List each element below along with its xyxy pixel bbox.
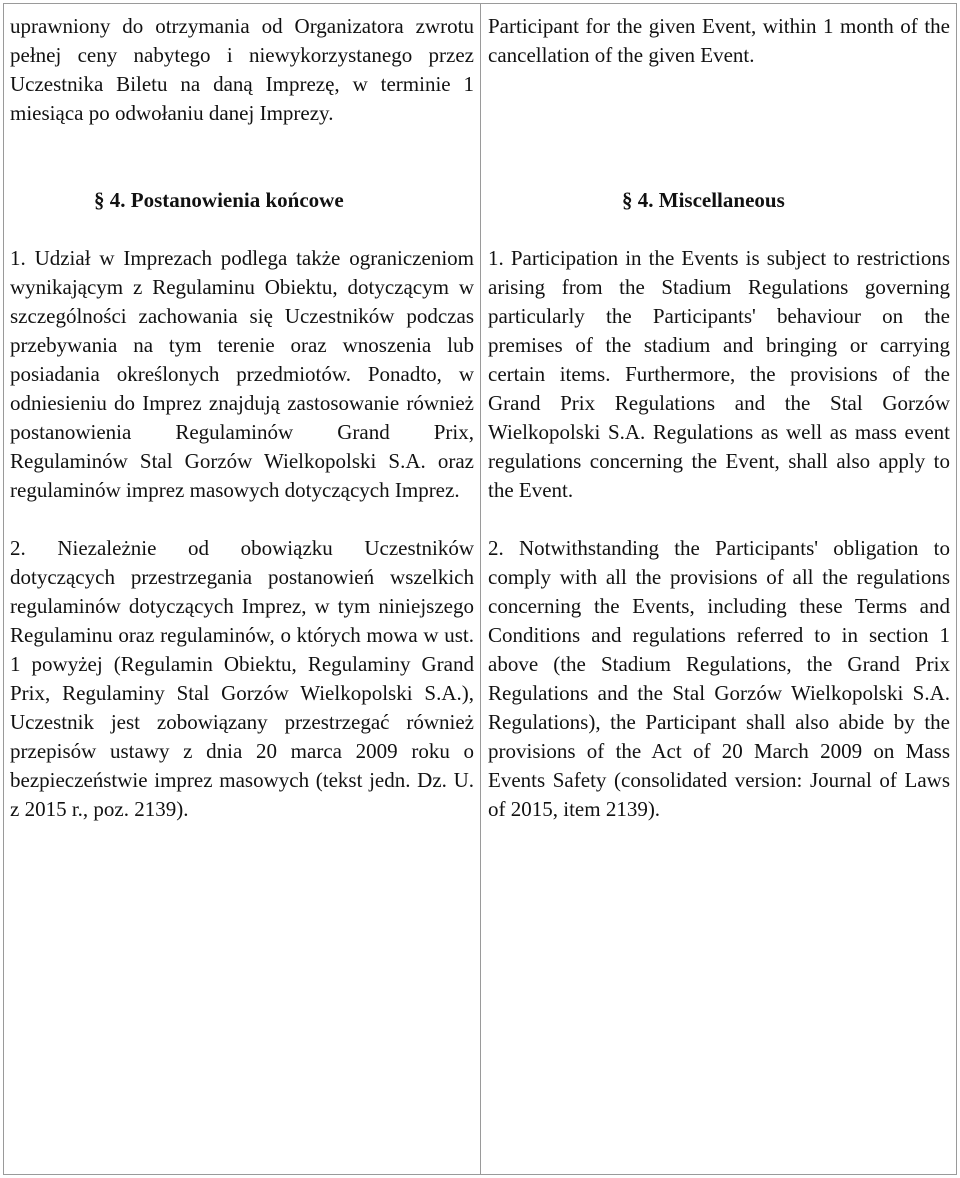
english-column — [481, 4, 956, 1174]
english-section-heading: § 4. Miscellaneous — [622, 188, 785, 212]
english-paragraph-2: 2. Notwithstanding the Participants' obligation to comply with all the provisions of all the regulations concerning the Events, including these Terms and Conditions and regulations referred to in section 1 above (the Stadium Regulations, the Grand Prix Regulations and the Stal Gorzów Wielkopolski S.A. Regulations), the Participant shall also abide by the provisions of the Act of 20 March 2009 on Mass Events Safety (consolidated version: Journal of Laws of 2015, item 2139). — [488, 536, 950, 821]
polish-paragraph-2: 2. Niezależnie od obowiązku Uczestników dotyczących przestrzegania postanowień wszelkich regulaminów dotyczących Imprez, w tym niniejszego Regulaminu oraz regulaminów, o których mowa w ust. 1 powyżej (Regulamin Obiektu, Regulaminy Grand Prix, Regulaminy Stal Gorzów Wielkopolski S.A.), Uczestnik jest zobowiązany przestrzegać również przepisów ustawy z dnia 20 marca 2009 roku o bezpieczeństwie imprez masowych (tekst jedn. Dz. U. z 2015 r., poz. 2139). — [10, 536, 474, 821]
polish-paragraph-1: 1. Udział w Imprezach podlega także ograniczeniom wynikającym z Regulaminu Obiektu, dotyczącym w szczególności zachowania się Uczestników podczas przebywania na tym terenie oraz wnoszenia lub posiadania określonych przedmiotów. Ponadto, w odniesieniu do Imprez znajdują zastosowanie również postanowienia Regulaminów Grand Prix, Regulaminów Stal Gorzów Wielkopolski S.A. oraz regulaminów imprez masowych dotyczących Imprez. — [10, 246, 474, 502]
english-intro-paragraph: Participant for the given Event, within 1 month of the cancellation of the given Event. — [488, 14, 950, 67]
polish-column — [4, 4, 481, 1174]
polish-intro-paragraph: uprawniony do otrzymania od Organizatora zwrotu pełnej ceny nabytego i niewykorzystanego przez Uczestnika Biletu na daną Imprezę, w terminie 1 miesiąca po odwołaniu danej Imprezy. — [10, 14, 474, 125]
polish-section-heading: § 4. Postanowienia końcowe — [94, 188, 344, 212]
english-paragraph-1: 1. Participation in the Events is subject to restrictions arising from the Stadium Regulations governing particularly the Participants' behaviour on the premises of the stadium and bringing or carrying certain items. Furthermore, the provisions of the Grand Prix Regulations and the Stal Gorzów Wielkopolski S.A. Regulations as well as mass event regulations concerning the Event, shall also apply to the Event. — [488, 246, 950, 502]
bilingual-table — [3, 3, 957, 1175]
